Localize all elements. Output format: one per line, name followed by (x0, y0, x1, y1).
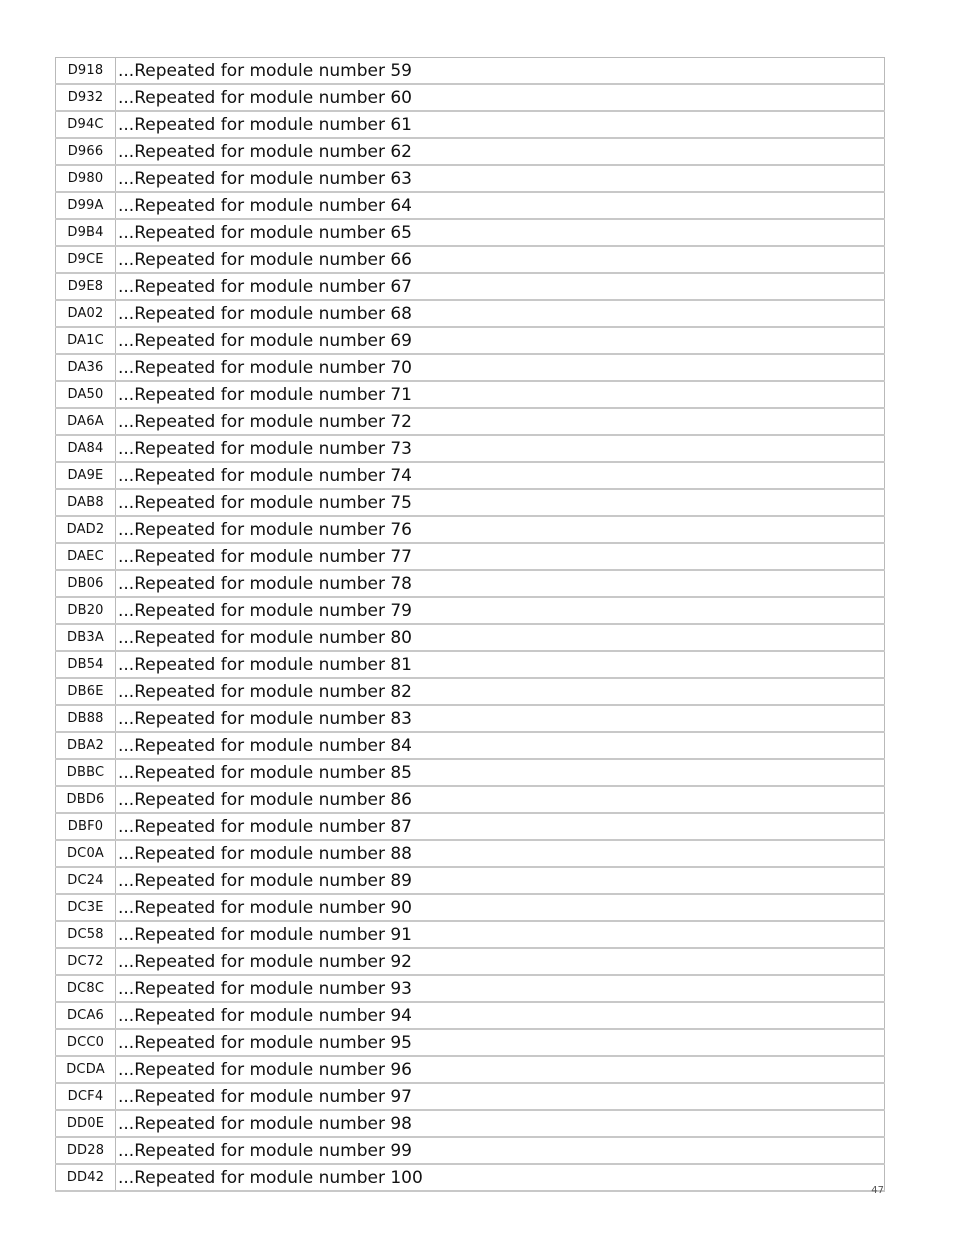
table-row (56, 921, 885, 948)
table-row (56, 165, 885, 192)
register-description: ...Repeated for module number 98 (116, 1110, 885, 1137)
table-row (56, 246, 885, 273)
table-row (56, 651, 885, 678)
table-row (56, 624, 885, 651)
register-address: DB88 (56, 705, 116, 732)
register-description: ...Repeated for module number 92 (116, 948, 885, 975)
register-description: ...Repeated for module number 69 (116, 327, 885, 354)
register-address: DAB8 (56, 489, 116, 516)
table-row (56, 786, 885, 813)
register-description: ...Repeated for module number 62 (116, 138, 885, 165)
register-address: DBF0 (56, 813, 116, 840)
register-address: DD28 (56, 1137, 116, 1164)
table-row (56, 948, 885, 975)
table-row (56, 570, 885, 597)
table-row (56, 354, 885, 381)
register-description: ...Repeated for module number 82 (116, 678, 885, 705)
register-description: ...Repeated for module number 81 (116, 651, 885, 678)
register-address: DC72 (56, 948, 116, 975)
register-description: ...Repeated for module number 86 (116, 786, 885, 813)
register-address: DA02 (56, 300, 116, 327)
table-row (56, 813, 885, 840)
table-row (56, 759, 885, 786)
register-description: ...Repeated for module number 89 (116, 867, 885, 894)
register-description: ...Repeated for module number 79 (116, 597, 885, 624)
table-row (56, 138, 885, 165)
register-address: D918 (56, 58, 116, 85)
table-row (56, 678, 885, 705)
table-row (56, 381, 885, 408)
register-description: ...Repeated for module number 65 (116, 219, 885, 246)
page-number: 47 (871, 1185, 884, 1196)
table-row (56, 300, 885, 327)
table-row (56, 273, 885, 300)
register-address: DA36 (56, 354, 116, 381)
table-row (56, 1110, 885, 1137)
register-description: ...Repeated for module number 84 (116, 732, 885, 759)
register-description: ...Repeated for module number 97 (116, 1083, 885, 1110)
table-row (56, 1164, 885, 1191)
register-address: D966 (56, 138, 116, 165)
register-description: ...Repeated for module number 70 (116, 354, 885, 381)
table-row (56, 111, 885, 138)
register-description: ...Repeated for module number 68 (116, 300, 885, 327)
register-address: D99A (56, 192, 116, 219)
register-address: DC24 (56, 867, 116, 894)
table-row (56, 327, 885, 354)
register-description: ...Repeated for module number 83 (116, 705, 885, 732)
register-address: DC0A (56, 840, 116, 867)
register-address: D980 (56, 165, 116, 192)
register-description: ...Repeated for module number 63 (116, 165, 885, 192)
table-row (56, 732, 885, 759)
register-description: ...Repeated for module number 75 (116, 489, 885, 516)
register-description: ...Repeated for module number 60 (116, 84, 885, 111)
table-row (56, 435, 885, 462)
register-address: DA84 (56, 435, 116, 462)
table-row (56, 543, 885, 570)
register-address: DCA6 (56, 1002, 116, 1029)
table-row (56, 840, 885, 867)
register-address: DBBC (56, 759, 116, 786)
register-address: DCDA (56, 1056, 116, 1083)
register-description: ...Repeated for module number 99 (116, 1137, 885, 1164)
table-row (56, 597, 885, 624)
table-row (56, 489, 885, 516)
register-description: ...Repeated for module number 77 (116, 543, 885, 570)
register-description: ...Repeated for module number 93 (116, 975, 885, 1002)
register-address: DCC0 (56, 1029, 116, 1056)
register-address: DA1C (56, 327, 116, 354)
register-address: DC8C (56, 975, 116, 1002)
register-description: ...Repeated for module number 66 (116, 246, 885, 273)
table-row (56, 84, 885, 111)
register-description: ...Repeated for module number 59 (116, 58, 885, 85)
register-address: DCF4 (56, 1083, 116, 1110)
register-address: DB3A (56, 624, 116, 651)
table-row (56, 705, 885, 732)
register-address: DBA2 (56, 732, 116, 759)
register-address: D932 (56, 84, 116, 111)
register-description: ...Repeated for module number 78 (116, 570, 885, 597)
register-table (55, 57, 885, 1192)
register-address: D9CE (56, 246, 116, 273)
register-address: DAEC (56, 543, 116, 570)
register-description: ...Repeated for module number 74 (116, 462, 885, 489)
table-row (56, 219, 885, 246)
register-address: DD0E (56, 1110, 116, 1137)
register-description: ...Repeated for module number 85 (116, 759, 885, 786)
register-description: ...Repeated for module number 95 (116, 1029, 885, 1056)
register-address: DC3E (56, 894, 116, 921)
table-row (56, 1083, 885, 1110)
register-address: DB20 (56, 597, 116, 624)
register-description: ...Repeated for module number 87 (116, 813, 885, 840)
table-row (56, 58, 885, 85)
table-row (56, 1137, 885, 1164)
table-row (56, 408, 885, 435)
register-address: D9E8 (56, 273, 116, 300)
table-row (56, 1002, 885, 1029)
register-address: DB6E (56, 678, 116, 705)
register-address: DB06 (56, 570, 116, 597)
register-table-body (56, 58, 885, 1192)
register-address: D94C (56, 111, 116, 138)
register-description: ...Repeated for module number 80 (116, 624, 885, 651)
register-description: ...Repeated for module number 73 (116, 435, 885, 462)
table-row (56, 975, 885, 1002)
register-address: DAD2 (56, 516, 116, 543)
register-description: ...Repeated for module number 96 (116, 1056, 885, 1083)
register-address: D9B4 (56, 219, 116, 246)
register-description: ...Repeated for module number 90 (116, 894, 885, 921)
table-row (56, 867, 885, 894)
register-address: DA50 (56, 381, 116, 408)
register-description: ...Repeated for module number 88 (116, 840, 885, 867)
table-row (56, 1029, 885, 1056)
table-row (56, 192, 885, 219)
register-description: ...Repeated for module number 100 (116, 1164, 885, 1191)
table-row (56, 894, 885, 921)
register-description: ...Repeated for module number 76 (116, 516, 885, 543)
table-row (56, 1056, 885, 1083)
register-description: ...Repeated for module number 71 (116, 381, 885, 408)
register-address: DC58 (56, 921, 116, 948)
register-description: ...Repeated for module number 72 (116, 408, 885, 435)
table-row (56, 462, 885, 489)
register-address: DA6A (56, 408, 116, 435)
register-address: DB54 (56, 651, 116, 678)
register-address: DD42 (56, 1164, 116, 1191)
register-address: DA9E (56, 462, 116, 489)
register-description: ...Repeated for module number 91 (116, 921, 885, 948)
register-description: ...Repeated for module number 64 (116, 192, 885, 219)
register-description: ...Repeated for module number 61 (116, 111, 885, 138)
table-row (56, 516, 885, 543)
register-address: DBD6 (56, 786, 116, 813)
register-description: ...Repeated for module number 67 (116, 273, 885, 300)
register-description: ...Repeated for module number 94 (116, 1002, 885, 1029)
